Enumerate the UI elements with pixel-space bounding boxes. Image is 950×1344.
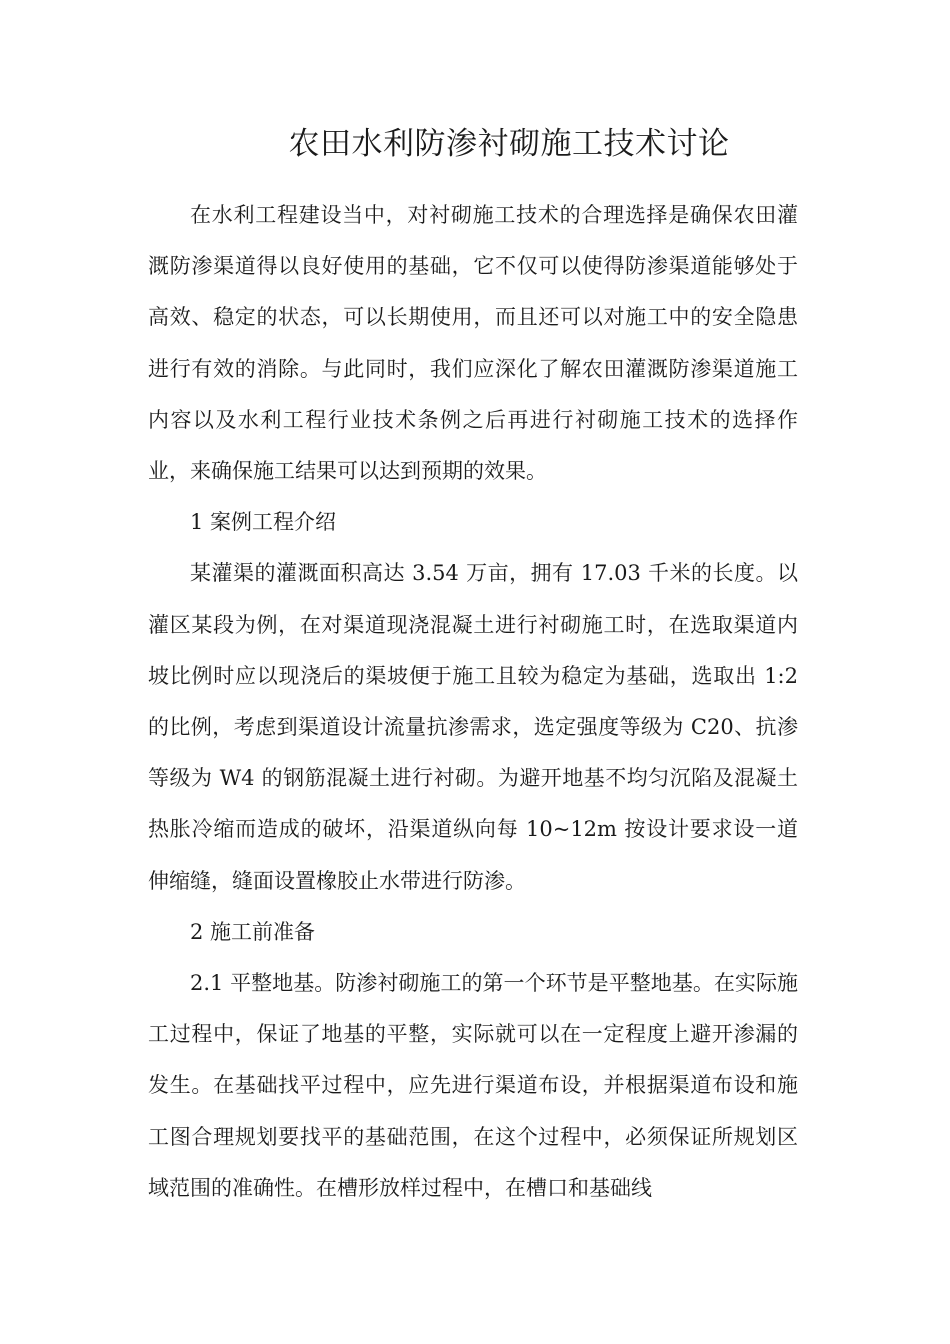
paragraph-leveling-foundation: 2.1 平整地基。防渗衬砌施工的第一个环节是平整地基。在实际施工过程中，保证了地基的平整，实际就可以在一定程度上避开渗漏的发生。在基础找平过程中，应先进行渠道布设，并根据渠道布设和施工图合理规划要找平的基础范围，在这个过程中，必须保证所规划区域范围的准确性。在槽形放样过程中，在槽口和基础线 — [148, 971, 798, 1200]
section-heading-2: 2 施工前准备 — [190, 919, 316, 944]
paragraph-intro: 在水利工程建设当中，对衬砌施工技术的合理选择是确保农田灌溉防渗渠道得以良好使用的基础，它不仅可以使得防渗渠道能够处于高效、稳定的状态，可以长期使用，而且还可以对施工中的安全隐患进行有效的消除。与此同时，我们应深化了解农田灌溉防渗渠道施工内容以及水利工程行业技术条例之后再进行衬砌施工技术的选择作业，来确保施工结果可以达到预期的效果。 — [148, 203, 798, 484]
paragraph-case-project: 某灌渠的灌溉面积高达 3.54 万亩，拥有 17.03 千米的长度。以灌区某段为例，在对渠道现浇混凝土进行衬砌施工时，在选取渠道内坡比例时应以现浇后的渠坡便于施工且较为稳定为基础，选取出 1:2 的比例，考虑到渠道设计流量抗渗需求，选定强度等级为 C20、抗渗等级为 W4 的钢筋混凝土进行衬砌。为避开地基不均匀沉陷及混凝土热胀冷缩而造成的破坏，沿渠道纵向每 10~12m 按设计要求设一道伸缩缝，缝面设置橡胶止水带进行防渗。 — [148, 561, 798, 893]
document-body — [148, 190, 798, 1214]
section-heading-1: 1 案例工程介绍 — [190, 510, 337, 535]
document-title: 农田水利防渗衬砌施工技术讨论 — [288, 126, 730, 162]
